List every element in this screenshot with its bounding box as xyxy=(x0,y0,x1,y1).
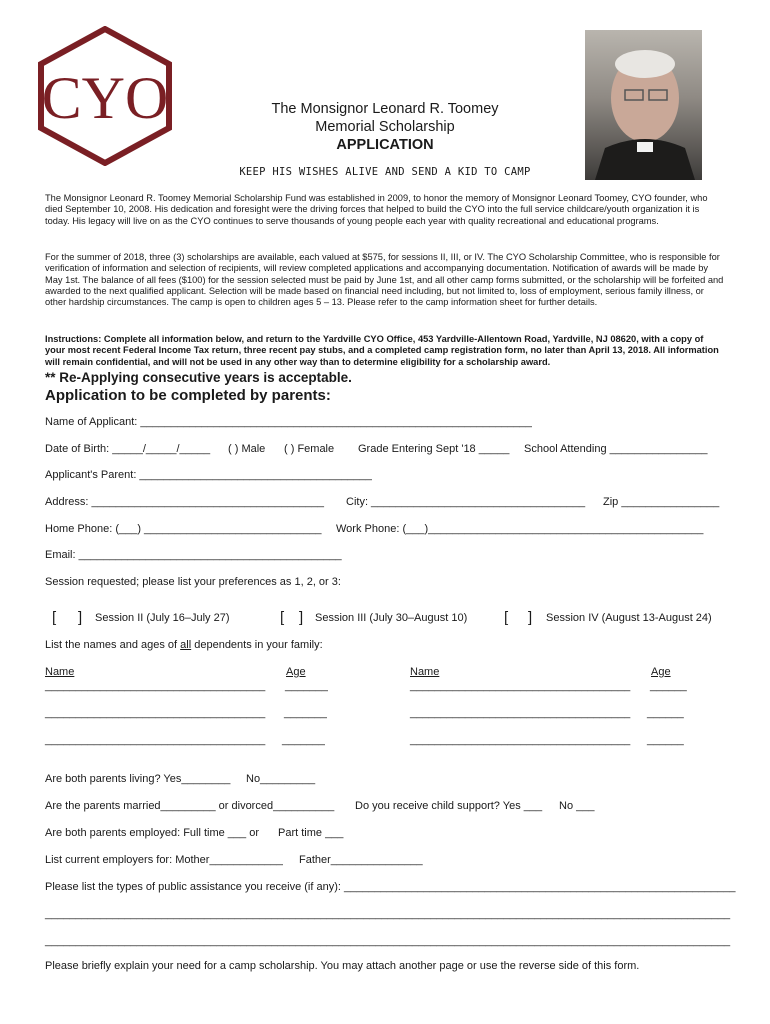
employed-part-time[interactable]: Part time ___ xyxy=(278,827,344,839)
zip-field[interactable]: Zip ________________ xyxy=(603,496,720,508)
child-support-yes[interactable]: Do you receive child support? Yes ___ xyxy=(355,800,543,812)
session-2-bracket-close[interactable]: ] xyxy=(78,609,83,626)
explain-need-prompt: Please briefly explain your need for a camp scholarship. You may attach another page or use the reverse side of this form. xyxy=(45,960,640,972)
session-3-bracket-open[interactable]: [ xyxy=(280,609,285,626)
address-field[interactable]: Address: ______________________________________ xyxy=(45,496,324,508)
reapply-note: ** Re-Applying consecutive years is acceptable. xyxy=(45,370,352,385)
tagline: KEEP HIS WISHES ALIVE AND SEND A KID TO CAMP xyxy=(239,166,531,178)
session-4-bracket-close[interactable]: ] xyxy=(528,609,533,626)
dependent-age-line[interactable]: ______ xyxy=(647,707,684,719)
employed-full-time[interactable]: Are both parents employed: Full time ___ or xyxy=(45,827,260,839)
instructions-paragraph: Instructions: Complete all information below, and return to the Yardville CYO Office, 453 Yardville-Allentown Road, Yardville, NJ 08620, with a copy of your most recent Federal Income Tax return, three recent pay stubs, and a completed camp registration form, no later than April 13, 2018. All information will remain confidential, and will not be used in any other way than to determine eligibility for a scholarship award. xyxy=(45,334,719,367)
email-field[interactable]: Email: ___________________________________________ xyxy=(45,549,342,561)
applicant-name-field[interactable]: Name of Applicant: ________________________________________________________________ xyxy=(45,416,532,428)
session-4-label: Session IV (August 13-August 24) xyxy=(546,612,712,624)
session-4-bracket-open[interactable]: [ xyxy=(504,609,509,626)
work-phone-field[interactable]: Work Phone: (___)_____________________________________________ xyxy=(336,523,704,535)
title-line-1: The Monsignor Leonard R. Toomey xyxy=(271,101,499,117)
home-phone-field[interactable]: Home Phone: (___) _____________________________ xyxy=(45,523,322,535)
female-option[interactable]: ( ) Female xyxy=(284,443,335,455)
parent-field[interactable]: Applicant's Parent: ______________________________________ xyxy=(45,469,372,481)
dependent-name-line[interactable]: ____________________________________ xyxy=(45,707,266,719)
section-header: Application to be completed by parents: xyxy=(45,387,331,404)
session-2-bracket-open[interactable]: [ xyxy=(52,609,57,626)
cyo-logo xyxy=(36,26,174,166)
dependent-age-line[interactable]: _______ xyxy=(285,680,328,692)
dependent-age-line[interactable]: ______ xyxy=(650,680,687,692)
grade-field[interactable]: Grade Entering Sept '18 _____ xyxy=(358,443,510,455)
dependents-name-header-right: Name xyxy=(410,666,440,678)
parents-married-field[interactable]: Are the parents married_________ or divorced__________ xyxy=(45,800,335,812)
portrait-photo xyxy=(585,30,702,180)
session-2-label: Session II (July 16–July 27) xyxy=(95,612,230,624)
school-field[interactable]: School Attending ________________ xyxy=(524,443,708,455)
dependent-age-line[interactable]: ______ xyxy=(647,734,684,746)
assistance-line[interactable]: ________________________________________________________________________________________________________________ xyxy=(45,935,731,947)
city-field[interactable]: City: ___________________________________ xyxy=(346,496,586,508)
dependents-name-header-left: Name xyxy=(45,666,75,678)
summer-paragraph: For the summer of 2018, three (3) scholarships are available, each valued at $575, for sessions II, III, or IV. The CYO Scholarship Committee, who is responsible for verification of information and selection of recipients, will review completed applications and accompanying documentation. Notification of awards will be made by May 1st. The balance of all fees ($100) for the session selected must be paid by June 1st, and all other camp forms submitted, or the scholarship will be forfeited and awarded to the next qualified applicant. Selection will be made based on financial need including, but not limited to, loss of employment, serious family illness, or other hardship circumstances. The camp is open to children ages 5 – 13. Please refer to the camp information sheet for further details. xyxy=(45,252,724,308)
dependents-age-header-right: Age xyxy=(651,666,671,678)
dependent-name-line[interactable]: ____________________________________ xyxy=(45,680,266,692)
father-employer-field[interactable]: Father_______________ xyxy=(299,854,423,866)
mother-employer-field[interactable]: List current employers for: Mother____________ xyxy=(45,854,283,866)
date-of-birth-field[interactable]: Date of Birth: _____/_____/_____ xyxy=(45,443,211,455)
parents-living-yes[interactable]: Are both parents living? Yes________ xyxy=(45,773,231,785)
session-3-bracket-close[interactable]: ] xyxy=(299,609,304,626)
title-line-2: Memorial Scholarship xyxy=(315,119,455,135)
dependent-age-line[interactable]: _______ xyxy=(284,707,327,719)
parents-living-no[interactable]: No_________ xyxy=(246,773,316,785)
dependent-name-line[interactable]: ____________________________________ xyxy=(410,707,631,719)
dependents-prompt: List the names and ages of all dependents in your family: xyxy=(45,639,323,651)
session-3-label: Session III (July 30–August 10) xyxy=(315,612,468,624)
dependent-name-line[interactable]: ____________________________________ xyxy=(410,734,631,746)
dependent-name-line[interactable]: ____________________________________ xyxy=(45,734,266,746)
dependent-name-line[interactable]: ____________________________________ xyxy=(410,680,631,692)
dependents-age-header-left: Age xyxy=(286,666,306,678)
assistance-line[interactable]: ________________________________________________________________________________________________________________ xyxy=(45,908,731,920)
child-support-no[interactable]: No ___ xyxy=(559,800,595,812)
logo-text: CYO xyxy=(41,65,169,131)
intro-paragraph: The Monsignor Leonard R. Toomey Memorial Scholarship Fund was established in 2009, to honor the memory of Monsignor Leonard Toomey, CYO founder, who died September 10, 2008. His dedication and foresight were the driving forces that helped to build the CYO into the full service childcare/youth organization it is today. His legacy will live on as the CYO continues to serve thousands of young people each year with quality recreational and educational programs. xyxy=(45,193,708,226)
session-prompt: Session requested; please list your preferences as 1, 2, or 3: xyxy=(45,576,341,588)
male-option[interactable]: ( ) Male xyxy=(228,443,266,455)
dependent-age-line[interactable]: _______ xyxy=(282,734,325,746)
title-application: APPLICATION xyxy=(336,137,434,153)
public-assistance-field[interactable]: Please list the types of public assistance you receive (if any): ________________________________________________________________ xyxy=(45,881,736,893)
